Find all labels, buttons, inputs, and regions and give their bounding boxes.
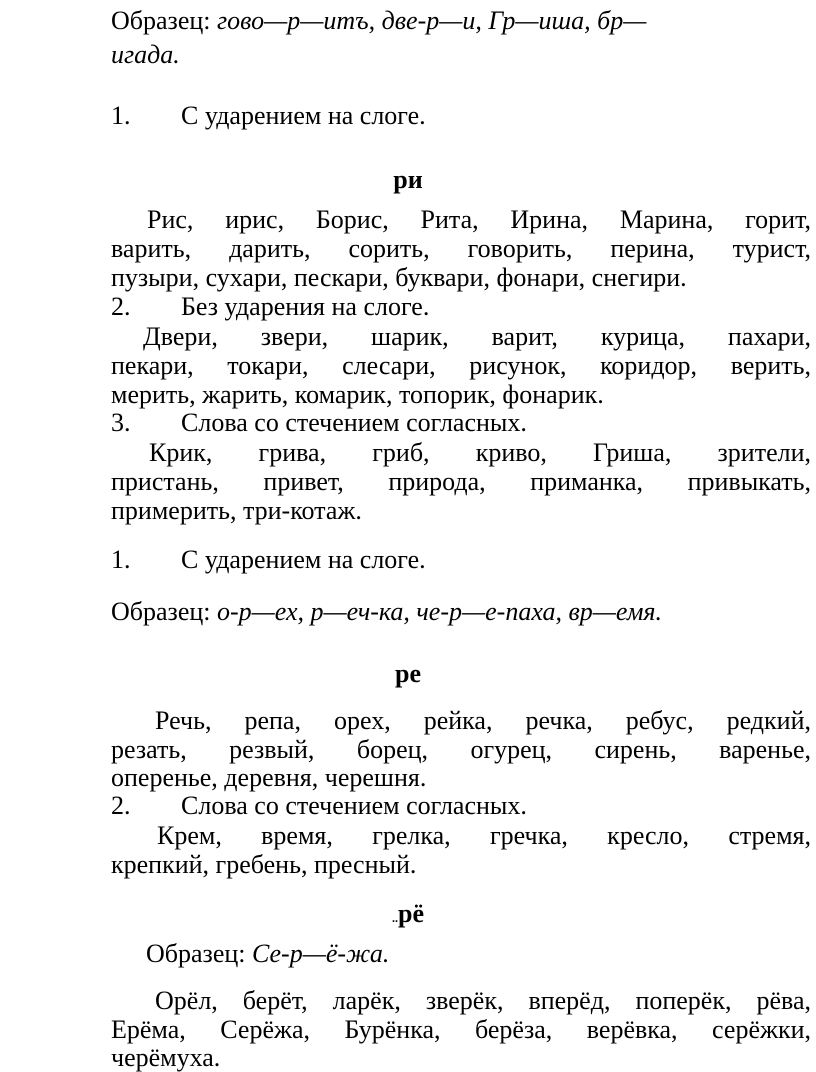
paragraph-line: Крик, грива, гриб, криво, Гриша, зрители,	[149, 438, 811, 467]
paragraph-line: варить, дарить, сорить, говорить, перина, турист,	[111, 234, 811, 263]
section-title: С ударением на слоге.	[181, 545, 426, 574]
syllable-heading-ri: ри	[393, 165, 423, 194]
paragraph-line: пекари, токари, слесари, рисунок, коридор, верить,	[111, 351, 811, 380]
paragraph-line: Орёл, берёт, ларёк, зверёк, вперёд, поперёк, рёва,	[155, 986, 811, 1015]
syllable-heading-re: ре	[395, 659, 421, 688]
paragraph-line: пристань, привет, природа, приманка, привыкать,	[111, 467, 811, 496]
section-number: 3.	[111, 408, 131, 437]
section-number: 1.	[111, 101, 131, 130]
sample-label: Образец:	[146, 939, 246, 968]
section-title: Без ударения на слоге.	[181, 292, 430, 321]
section-title: Слова со стечением согласных.	[181, 791, 527, 820]
paragraph-line: Рис, ирис, Борис, Рита, Ирина, Марина, горит,	[147, 205, 811, 234]
paragraph-line: мерить, жарить, комарик, топорик, фонарик.	[111, 380, 604, 409]
sample-label: Образец:	[111, 597, 211, 626]
sample-line	[111, 597, 811, 626]
section-number: 2.	[111, 292, 131, 321]
sample-text: о-р—ех, р—еч-ка, че-р—е-паха, вр—емя.	[217, 597, 662, 626]
paragraph-line: Двери, звери, шарик, варит, курица, пахари,	[143, 322, 811, 351]
paragraph-line: Ерёма, Серёжа, Бурёнка, берёза, верёвка, серёжки,	[111, 1015, 811, 1044]
paragraph-line: резать, резвый, борец, огурец, сирень, варенье,	[111, 735, 811, 764]
sample-line-2: игада.	[111, 40, 180, 69]
syllable-heading-ryo	[0, 899, 816, 933]
paragraph-line: Речь, репа, орех, рейка, речка, ребус, редкий,	[155, 706, 811, 735]
sample-label: Образец:	[111, 6, 211, 35]
paragraph-line: оперенье, деревня, черешня.	[111, 763, 427, 792]
paragraph-line: пузыри, сухари, пескари, буквари, фонари, снегири.	[111, 263, 687, 292]
sample-text: гово—р—итъ, две-р—и, Гр—иша, бр—	[217, 6, 647, 35]
section-number: 1.	[111, 545, 131, 574]
paragraph-line: примерить, три-котаж.	[111, 496, 362, 525]
sample-text: Се-р—ё-жа.	[252, 939, 390, 968]
section-number: 2.	[111, 791, 131, 820]
paragraph-line: Крем, время, грелка, гречка, кресло, стремя,	[157, 821, 811, 850]
heading-text: рё	[398, 899, 424, 928]
section-title: С ударением на слоге.	[181, 101, 426, 130]
paragraph-line: крепкий, гребень, пресный.	[111, 850, 417, 879]
section-title: Слова со стечением согласных.	[181, 408, 527, 437]
paragraph-line: черёмуха.	[111, 1043, 221, 1072]
sample-line	[146, 939, 816, 968]
sample-line-1	[111, 6, 811, 35]
diaeresis-mark: ..	[392, 911, 398, 925]
